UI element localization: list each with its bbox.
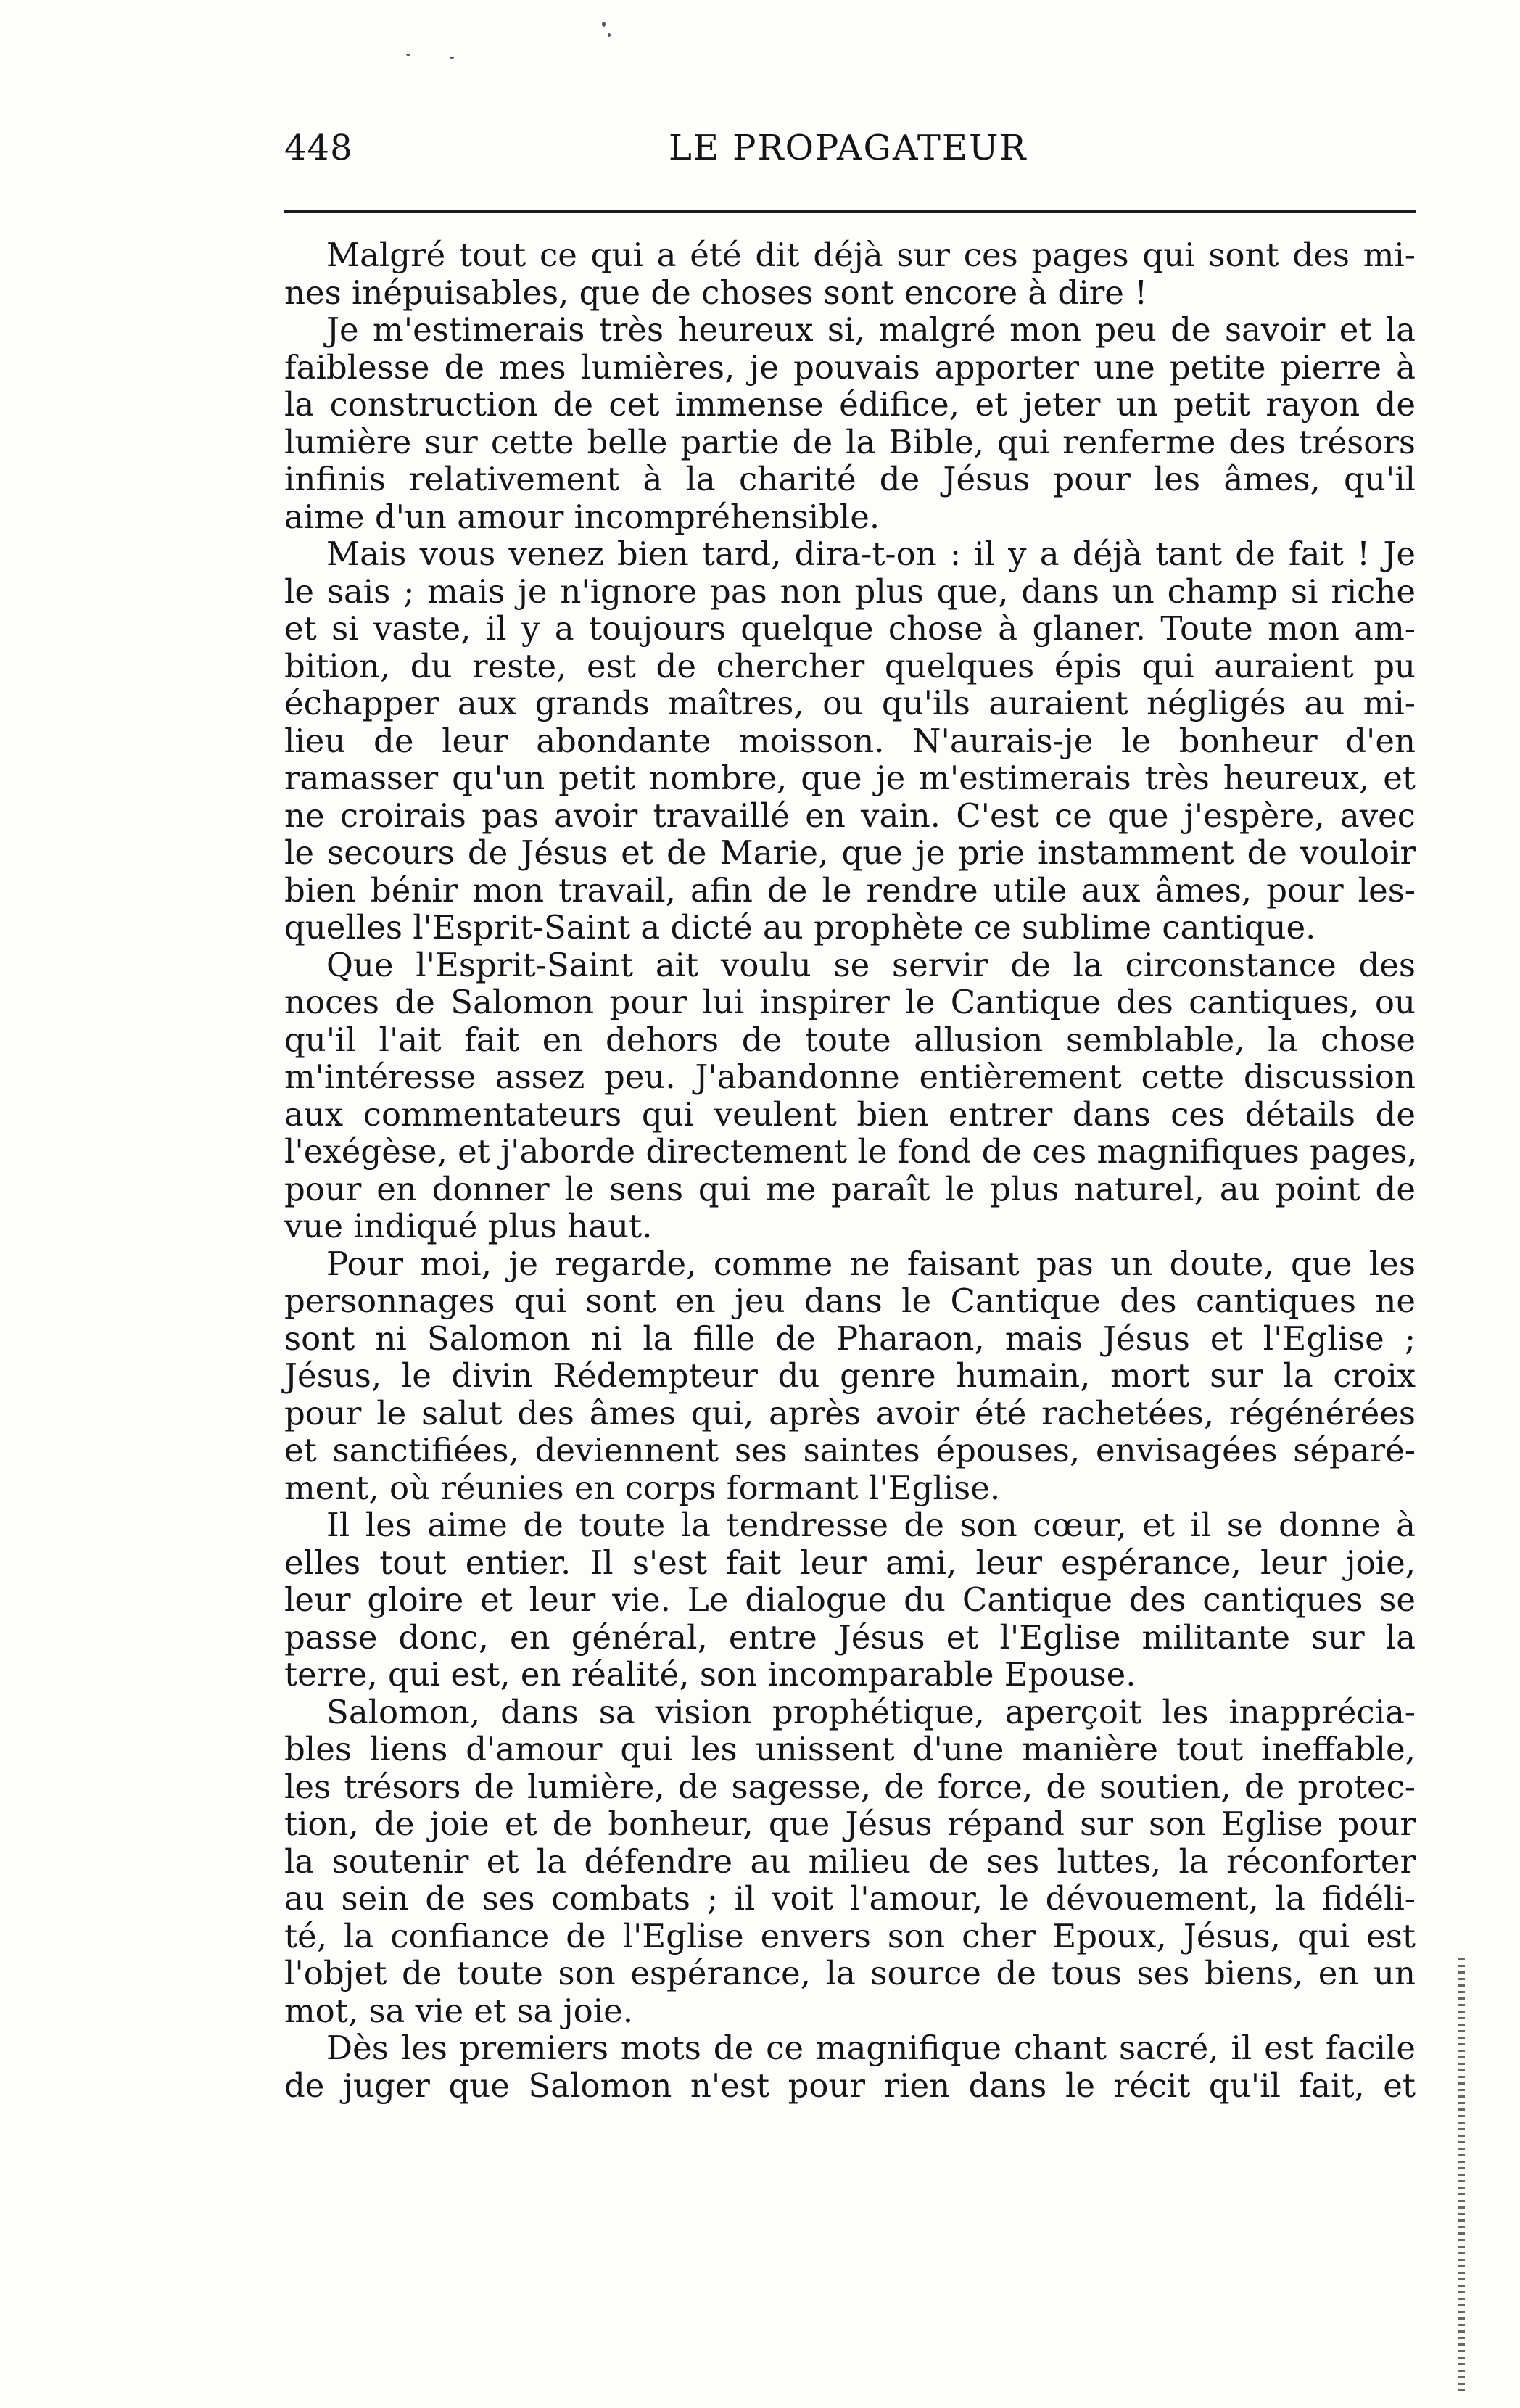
text-line: les trésors de lumière, de sagesse, de force, de soutien, de protec- — [284, 1767, 1416, 1806]
text-line: Malgré tout ce qui a été dit déjà sur ces pages qui sont des mi- — [326, 236, 1416, 274]
running-title: LE PROPAGATEUR — [669, 128, 1028, 168]
text-line: lumière sur cette belle partie de la Bible, qui renferme des trésors — [284, 422, 1416, 461]
print-speck — [602, 22, 606, 27]
text-line: échapper aux grands maîtres, ou qu'ils auraient négligés au mi- — [284, 684, 1416, 722]
text-line: ramasser qu'un petit nombre, que je m'estimerais très heureux, et — [284, 759, 1416, 797]
text-line: Je m'estimerais très heureux si, malgré mon peu de savoir et la — [326, 310, 1416, 349]
text-line: leur gloire et leur vie. Le dialogue du Cantique des cantiques se — [284, 1580, 1416, 1619]
text-line: de juger que Salomon n'est pour rien dans le récit qu'il fait, et — [284, 2066, 1416, 2105]
text-line: aime d'un amour incompréhensible. — [284, 497, 880, 536]
text-line: le sais ; mais je n'ignore pas non plus que, dans un champ si riche — [284, 572, 1416, 611]
print-speck — [608, 33, 611, 37]
print-speck — [406, 54, 410, 56]
text-line: personnages qui sont en jeu dans le Cantique des cantiques ne — [284, 1282, 1416, 1320]
text-line: le secours de Jésus et de Marie, que je prie instamment de vouloir — [284, 833, 1416, 872]
text-line: bles liens d'amour qui les unissent d'une manière tout ineffable, — [284, 1730, 1416, 1768]
text-line: Il les aime de toute la tendresse de son cœur, et il se donne à — [326, 1506, 1416, 1544]
text-line: Dès les premiers mots de ce magnifique chant sacré, il est facile — [326, 2029, 1416, 2067]
text-line: pour le salut des âmes qui, après avoir été rachetées, régénérées — [284, 1393, 1416, 1432]
text-line: bition, du reste, est de chercher quelques épis qui auraient pu — [284, 646, 1416, 685]
text-line: m'intéresse assez peu. J'abandonne entièrement cette discussion — [284, 1057, 1416, 1096]
text-line: pour en donner le sens qui me paraît le plus naturel, au point de — [284, 1169, 1416, 1208]
text-line: la construction de cet immense édifice, et jeter un petit rayon de — [284, 385, 1416, 424]
text-line: Jésus, le divin Rédempteur du genre humain, mort sur la croix — [284, 1356, 1416, 1395]
print-speck — [450, 57, 454, 59]
text-line: terre, qui est, en réalité, son incomparable Epouse. — [284, 1655, 1136, 1694]
text-line: ne croirais pas avoir travaillé en vain. C'est ce que j'espère, avec — [284, 796, 1416, 835]
text-line: bien bénir mon travail, afin de le rendre utile aux âmes, pour les- — [284, 870, 1416, 910]
header-rule — [284, 210, 1416, 213]
body-text — [284, 236, 1416, 2104]
text-line: Mais vous venez bien tard, dira-t-on : il y a déjà tant de fait ! Je — [326, 535, 1416, 573]
text-line: elles tout entier. Il s'est fait leur ami, leur espérance, leur joie, — [284, 1543, 1416, 1582]
text-line: nes inépuisables, que de choses sont encore à dire ! — [284, 273, 1148, 312]
text-line: tion, de joie et de bonheur, que Jésus répand sur son Eglise pour — [284, 1805, 1416, 1843]
text-line: qu'il l'ait fait en dehors de toute allusion semblable, la chose — [284, 1020, 1416, 1059]
text-line: té, la confiance de l'Eglise envers son cher Epoux, Jésus, qui est — [284, 1916, 1416, 1955]
text-line: Salomon, dans sa vision prophétique, aperçoit les inappréciа- — [326, 1692, 1416, 1731]
binding-margin-dots — [1458, 1958, 1465, 2393]
text-line: vue indiqué plus haut. — [284, 1207, 653, 1245]
text-line: au sein de ses combats ; il voit l'amour, le dévouement, la fidéli- — [284, 1879, 1416, 1918]
text-line: noces de Salomon pour lui inspirer le Cantique des cantiques, ou — [284, 983, 1416, 1021]
text-line: sont ni Salomon ni la fille de Pharaon, mais Jésus et l'Eglise ; — [284, 1319, 1416, 1358]
text-line: infinis relativement à la charité de Jésus pour les âmes, qu'il — [284, 460, 1416, 498]
text-line: mot, sa vie et sa joie. — [284, 1991, 634, 2030]
page-number: 448 — [284, 128, 353, 168]
text-line: ment, où réunies en corps formant l'Eglise. — [284, 1468, 1001, 1507]
text-line: passe donc, en général, entre Jésus et l'Eglise militante sur la — [284, 1617, 1416, 1657]
text-line: Pour moi, je regarde, comme ne faisant pas un doute, que les — [326, 1244, 1416, 1283]
text-line: et si vaste, il y a toujours quelque chose à glaner. Toute mon am- — [284, 609, 1416, 648]
page-header — [284, 128, 1413, 178]
text-line: et sanctifiées, deviennent ses saintes épouses, envisagées séparé- — [284, 1431, 1416, 1469]
text-line: faiblesse de mes lumières, je pouvais apporter une petite pierre à — [284, 347, 1416, 387]
text-line: lieu de leur abondante moisson. N'aurais-je le bonheur d'en — [284, 721, 1416, 760]
text-line: l'exégèse, et j'aborde directement le fond de ces magnifiques pages, — [284, 1132, 1418, 1171]
text-line: l'objet de toute son espérance, la source de tous ses biens, en un — [284, 1954, 1416, 1992]
text-line: la soutenir et la défendre au milieu de ses luttes, la réconforter — [284, 1842, 1416, 1881]
text-line: Que l'Esprit-Saint ait voulu se servir de la circonstance des — [326, 945, 1416, 984]
text-line: aux commentateurs qui veulent bien entrer dans ces détails de — [284, 1094, 1416, 1134]
text-line: quelles l'Esprit-Saint a dicté au prophète ce sublime cantique. — [284, 908, 1316, 947]
